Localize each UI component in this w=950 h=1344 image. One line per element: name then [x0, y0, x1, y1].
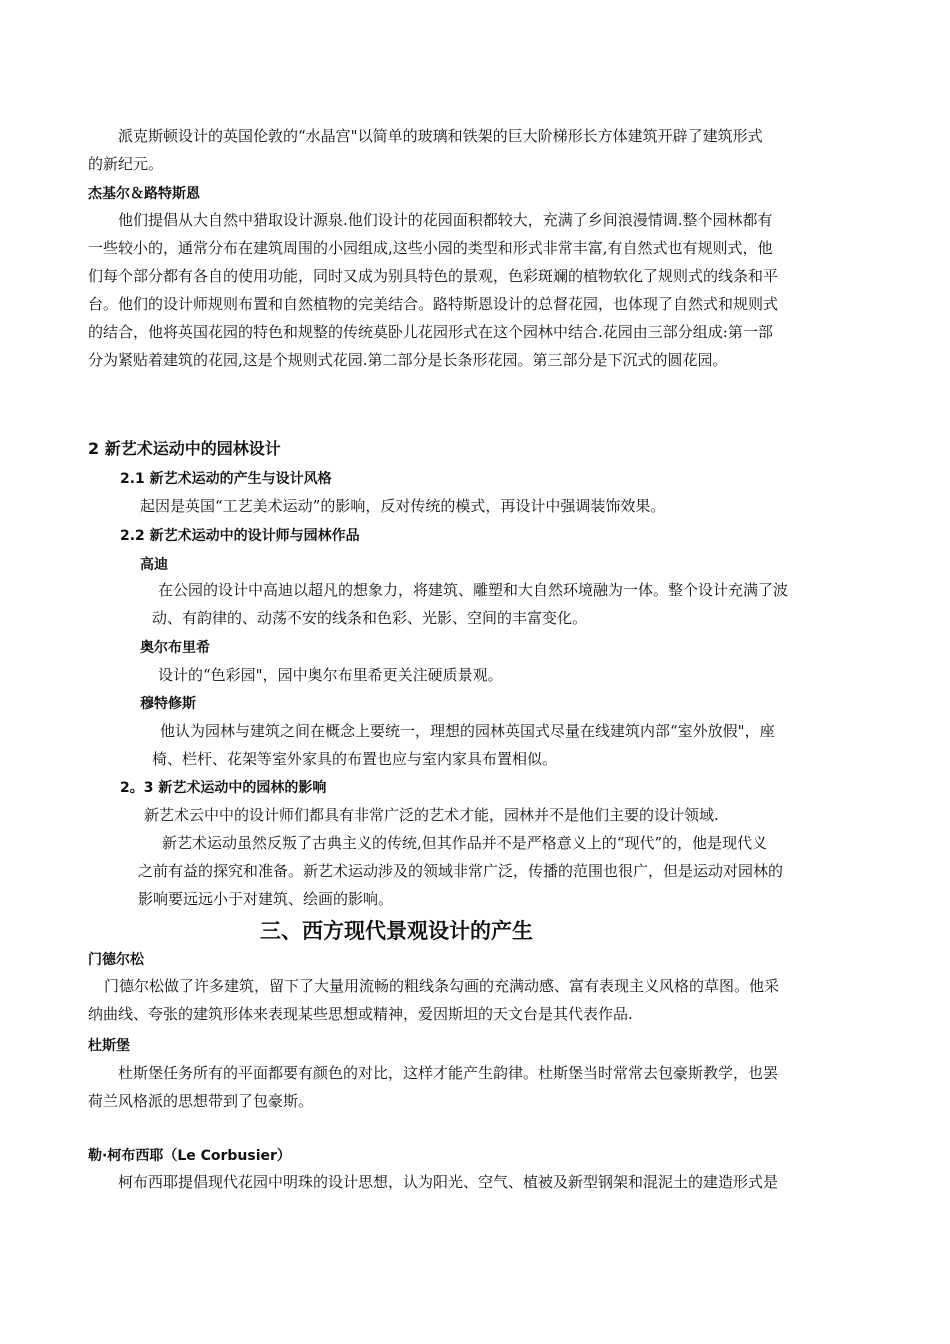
heading-gaudi: 高迪 [140, 557, 168, 573]
text-line: 一些较小的，通常分布在建筑周围的小园组成,这些小园的类型和形式非常丰富,有自然式也有规则式，他 [88, 239, 773, 257]
text-line: 设计的“色彩园"，园中奥尔布里希更关注硬质景观。 [158, 666, 503, 684]
doesburg-paragraph [88, 1059, 778, 1115]
text-line: 杜斯堡任务所有的平面都要有颜色的对比，这样才能产生韵律。杜斯堡当时常常去包豪斯教学，也罢 [118, 1064, 779, 1082]
text-line: 之前有益的探究和准备。新艺术运动涉及的领域非常广泛，传播的范围也很广，但是运动对园林的 [138, 862, 784, 880]
section3-heading: 三、西方现代景观设计的产生 [260, 919, 533, 943]
section23-paragraph [138, 801, 783, 913]
heading-jekyll-lutyens: 杰基尔＆路特斯恩 [88, 186, 200, 202]
text-line: 们每个部分都有各自的使用功能，同时又成为别具特色的景观，色彩斑斓的植物软化了规则式的线条和平 [88, 267, 779, 285]
section21-paragraph [140, 492, 665, 520]
text-line: 他认为园林与建筑之间在概念上要统一，理想的园林英国式尽量在线建筑内部“室外放假"，座 [160, 722, 775, 740]
heading-olbrich: 奥尔布里希 [140, 640, 210, 656]
text-line: 门德尔松做了许多建筑，留下了大量用流畅的粗线条勾画的充满动感、富有表现主义风格的草图。他采 [104, 977, 780, 995]
text-line: 在公园的设计中高迪以超凡的想象力，将建筑、雕塑和大自然环境融为一体。整个设计充满了波 [158, 581, 789, 599]
text-line: 起因是英国“工艺美术运动”的影响，反对传统的模式，再设计中强调装饰效果。 [140, 497, 666, 515]
intro-paragraph [88, 122, 763, 178]
text-line: 椅、栏杆、花架等室外家具的布置也应与室内家具布置相似。 [152, 750, 558, 768]
text-line: 纳曲线、夸张的建筑形体来表现某些思想或精神，爱因斯坦的天文台是其代表作品. [88, 1005, 633, 1023]
text-line: 他们提倡从大自然中猎取设计源泉.他们设计的花园面积都较大，充满了乡间浪漫情调.整个园林都有 [118, 211, 773, 229]
text-line: 新艺术运动虽然反叛了古典主义的传统,但其作品并不是严格意义上的“现代”的，他是现代义 [162, 834, 768, 852]
corbusier-paragraph [88, 1168, 778, 1196]
olbrich-paragraph [140, 661, 503, 689]
muthesius-paragraph [140, 717, 775, 773]
heading-doesburg: 杜斯堡 [88, 1038, 130, 1054]
text-line: 派克斯顿设计的英国伦敦的“水晶宫"以简单的玻璃和铁架的巨大阶梯形长方体建筑开辟了建筑形式 [118, 127, 763, 145]
heading-le-corbusier: 勒·柯布西耶（Le Corbusier） [88, 1148, 291, 1164]
text-line: 影响要远远小于对建筑、绘画的影响。 [138, 890, 394, 908]
section2-heading: 2 新艺术运动中的园林设计 [88, 439, 281, 458]
text-line: 台。他们的设计师规则布置和自然植物的完美结合。路特斯恩设计的总督花园，也体现了自然式和规则式 [88, 295, 779, 313]
text-line: 分为紧贴着建筑的花园,这是个规则式花园.第二部分是长条形花园。第三部分是下沉式的圆花园。 [88, 351, 728, 369]
section23-heading: 2。3 新艺术运动中的园林的影响 [120, 780, 327, 796]
mendelsohn-paragraph [88, 972, 779, 1028]
text-line: 荷兰风格派的思想带到了包豪斯。 [88, 1092, 314, 1110]
gaudi-paragraph [140, 576, 788, 632]
text-line: 新艺术云中中的设计师们都具有非常广泛的艺术才能，园林并不是他们主要的设计领域. [144, 806, 719, 824]
text-line: 柯布西耶提倡现代花园中明珠的设计思想，认为阳光、空气、植被及新型钢架和混泥土的建造形式是 [118, 1173, 779, 1191]
section22-heading: 2.2 新艺术运动中的设计师与园林作品 [120, 528, 360, 544]
text-line: 的新纪元。 [88, 155, 164, 173]
heading-mendelsohn: 门德尔松 [88, 952, 144, 968]
jekyll-paragraph [88, 206, 778, 374]
text-line: 动、有韵律的、动荡不安的线条和色彩、光影、空间的丰富变化。 [152, 609, 588, 627]
text-line: 的结合，他将英国花园的特色和规整的传统莫卧儿花园形式在这个园林中结合.花园由三部分组成:第一部 [88, 323, 773, 341]
section21-heading: 2.1 新艺术运动的产生与设计风格 [120, 471, 332, 487]
heading-muthesius: 穆特修斯 [140, 696, 196, 712]
